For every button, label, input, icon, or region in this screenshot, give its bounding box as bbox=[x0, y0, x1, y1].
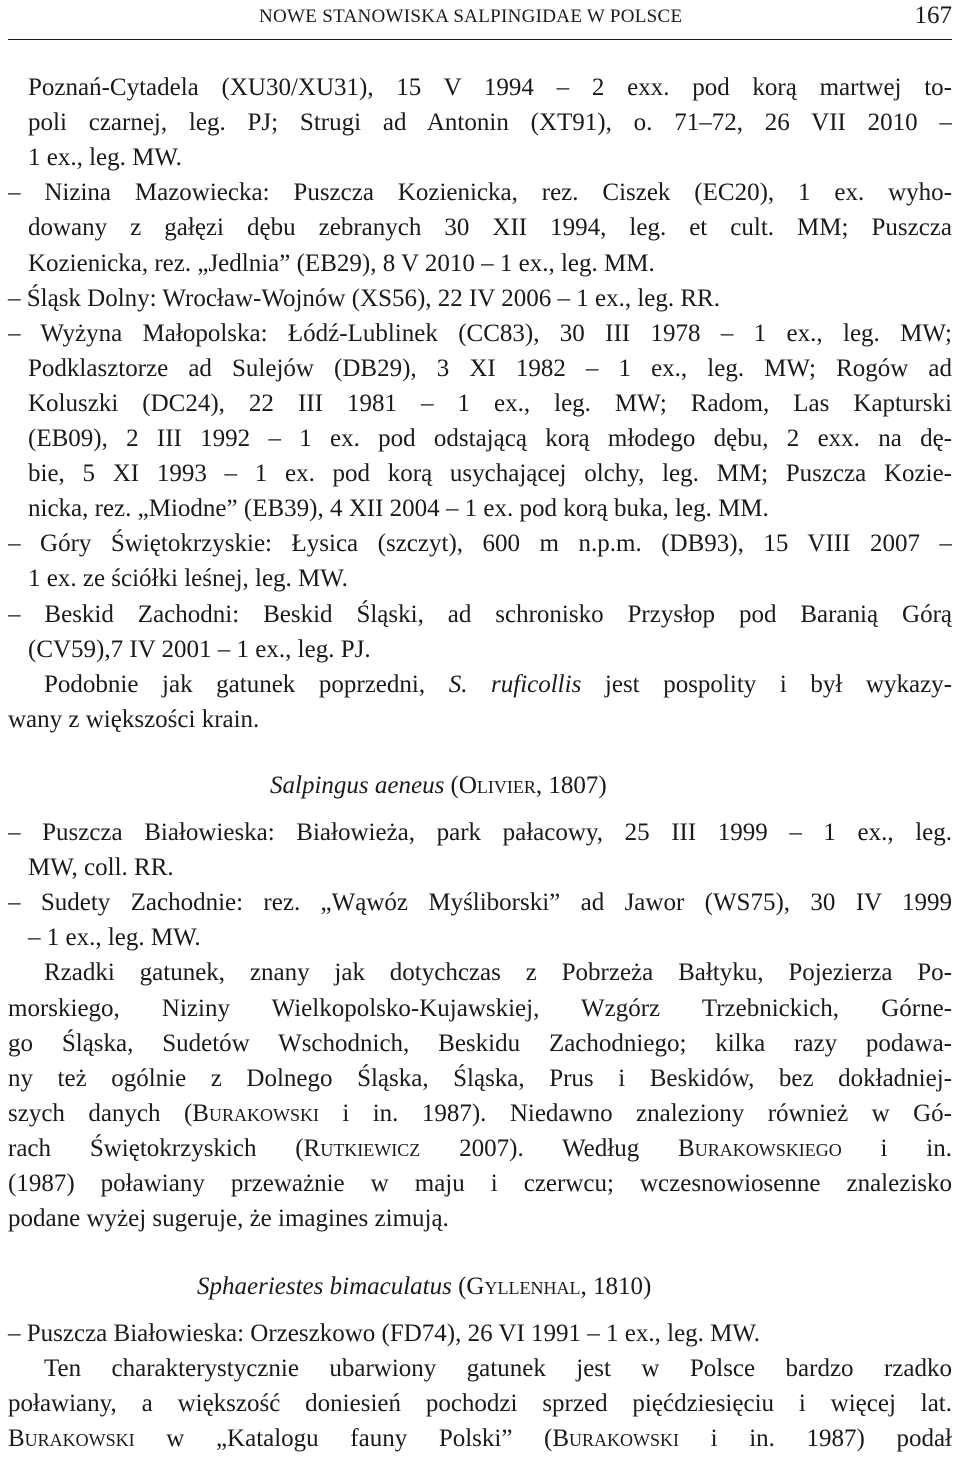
running-title: NOWE STANOWISKA SALPINGIDAE W POLSCE bbox=[259, 6, 683, 27]
species-name: Salpingus aeneus bbox=[270, 772, 445, 799]
text-line: Podklasztorze ad Sulejów (DB29), 3 XI 1982 – 1 ex., leg. MW; Rogów ad bbox=[28, 354, 952, 382]
text-line: Koluszki (DC24), 22 III 1981 – 1 ex., leg. MW; Radom, Las Kapturski bbox=[28, 389, 952, 417]
text-line: ny też ogólnie z Dolnego Śląska, Śląska, Prus i Beskidów, bez dokładniej- bbox=[8, 1064, 952, 1092]
text-line: MW, coll. RR. bbox=[28, 854, 174, 882]
text-line: Podobnie jak gatunek poprzedni, S. ruficollis jest pospolity i był wykazy- bbox=[44, 670, 952, 698]
text-line: dowany z gałęzi dębu zebranych 30 XII 1994, leg. et cult. MM; Puszcza bbox=[28, 214, 952, 242]
text-line: Ten charakterystycznie ubarwiony gatunek jest w Polsce bardzo rzadko bbox=[44, 1355, 952, 1383]
text-line: morskiego, Niziny Wielkopolsko-Kujawskiej, Wzgórz Trzebnickich, Górne- bbox=[8, 994, 952, 1022]
text-line: bie, 5 XI 1993 – 1 ex. pod korą usychającej olchy, leg. MM; Puszcza Kozie- bbox=[28, 460, 952, 488]
species-name: Sphaeriestes bimaculatus bbox=[197, 1273, 452, 1300]
text-line: – Sudety Zachodnie: rez. „Wąwóz Myśliborski” ad Jawor (WS75), 30 IV 1999 bbox=[8, 889, 952, 917]
text-line: Poznań-Cytadela (XU30/XU31), 15 V 1994 – 2 exx. pod korą martwej to- bbox=[28, 74, 952, 101]
text-line: Kozienicka, rez. „Jedlnia” (EB29), 8 V 2010 – 1 ex., leg. MM. bbox=[28, 249, 655, 277]
species-heading-salpingus-aeneus: Salpingus aeneus (Olivier, 1807) bbox=[270, 772, 607, 799]
text-line: podane wyżej sugeruje, że imagines zimują. bbox=[8, 1205, 449, 1233]
text-line: – Śląsk Dolny: Wrocław-Wojnów (XS56), 22 IV 2006 – 1 ex., leg. RR. bbox=[8, 284, 720, 312]
text-line: szych danych (Burakowski i in. 1987). Niedawno znaleziony również w Gó- bbox=[8, 1099, 952, 1127]
text-line: poławiany, a większość doniesień pochodzi sprzed pięćdziesięciu i więcej lat. bbox=[8, 1390, 952, 1418]
text-line: rach Świętokrzyskich (Rutkiewicz 2007). Według Burakowskiego i in. bbox=[8, 1134, 952, 1162]
species-year: 1810 bbox=[592, 1273, 643, 1300]
text-line: go Śląska, Sudetów Wschodnich, Beskidu Zachodniego; kilka razy podawa- bbox=[8, 1029, 952, 1057]
species-authority: Olivier bbox=[458, 772, 536, 799]
text-line: (CV59),7 IV 2001 – 1 ex., leg. PJ. bbox=[28, 635, 371, 663]
text-line: – Wyżyna Małopolska: Łódź-Lublinek (CC83), 30 III 1978 – 1 ex., leg. MW; bbox=[8, 319, 952, 347]
text-line: – 1 ex., leg. MW. bbox=[28, 924, 201, 952]
text-line: 1 ex. ze ściółki leśnej, leg. MW. bbox=[28, 565, 348, 593]
running-header bbox=[0, 0, 960, 40]
text-line: – Góry Świętokrzyskie: Łysica (szczyt), 600 m n.p.m. (DB93), 15 VIII 2007 – bbox=[8, 530, 952, 558]
text-line: Burakowski w „Katalogu fauny Polski” (Burakowski i in. 1987) podał bbox=[8, 1425, 952, 1453]
text-line: – Puszcza Białowieska: Orzeszkowo (FD74), 26 VI 1991 – 1 ex., leg. MW. bbox=[8, 1320, 760, 1347]
species-heading-sphaeriestes-bimaculatus: Sphaeriestes bimaculatus (Gyllenhal, 1810) bbox=[197, 1273, 652, 1300]
text-line: – Nizina Mazowiecka: Puszcza Kozienicka, rez. Ciszek (EC20), 1 ex. wyho- bbox=[8, 179, 952, 207]
text-line: Rzadki gatunek, znany jak dotychczas z Pobrzeża Bałtyku, Pojezierza Po- bbox=[44, 959, 952, 987]
text-line: poli czarnej, leg. PJ; Strugi ad Antonin (XT91), o. 71–72, 26 VII 2010 – bbox=[28, 109, 952, 137]
text-line: nicka, rez. „Miodne” (EB39), 4 XII 2004 – 1 ex. pod korą buka, leg. MM. bbox=[28, 495, 769, 523]
text-line: wany z większości krain. bbox=[8, 705, 260, 733]
text-line: (EB09), 2 III 1992 – 1 ex. pod odstającą korą młodego dębu, 2 exx. na dę- bbox=[28, 425, 952, 452]
text-line: 1 ex., leg. MW. bbox=[28, 144, 182, 172]
species-year: 1807 bbox=[548, 772, 599, 799]
page-number: 167 bbox=[914, 2, 952, 29]
header-rule bbox=[8, 39, 952, 40]
text-line: – Puszcza Białowieska: Białowieża, park pałacowy, 25 III 1999 – 1 ex., leg. bbox=[8, 819, 952, 846]
text-line: (1987) poławiany przeważnie w maju i czerwcu; wczesnowiosenne znalezisko bbox=[8, 1170, 952, 1197]
text-line: – Beskid Zachodni: Beskid Śląski, ad schronisko Przysłop pod Baranią Górą bbox=[8, 600, 952, 628]
species-authority: Gyllenhal bbox=[466, 1273, 581, 1300]
